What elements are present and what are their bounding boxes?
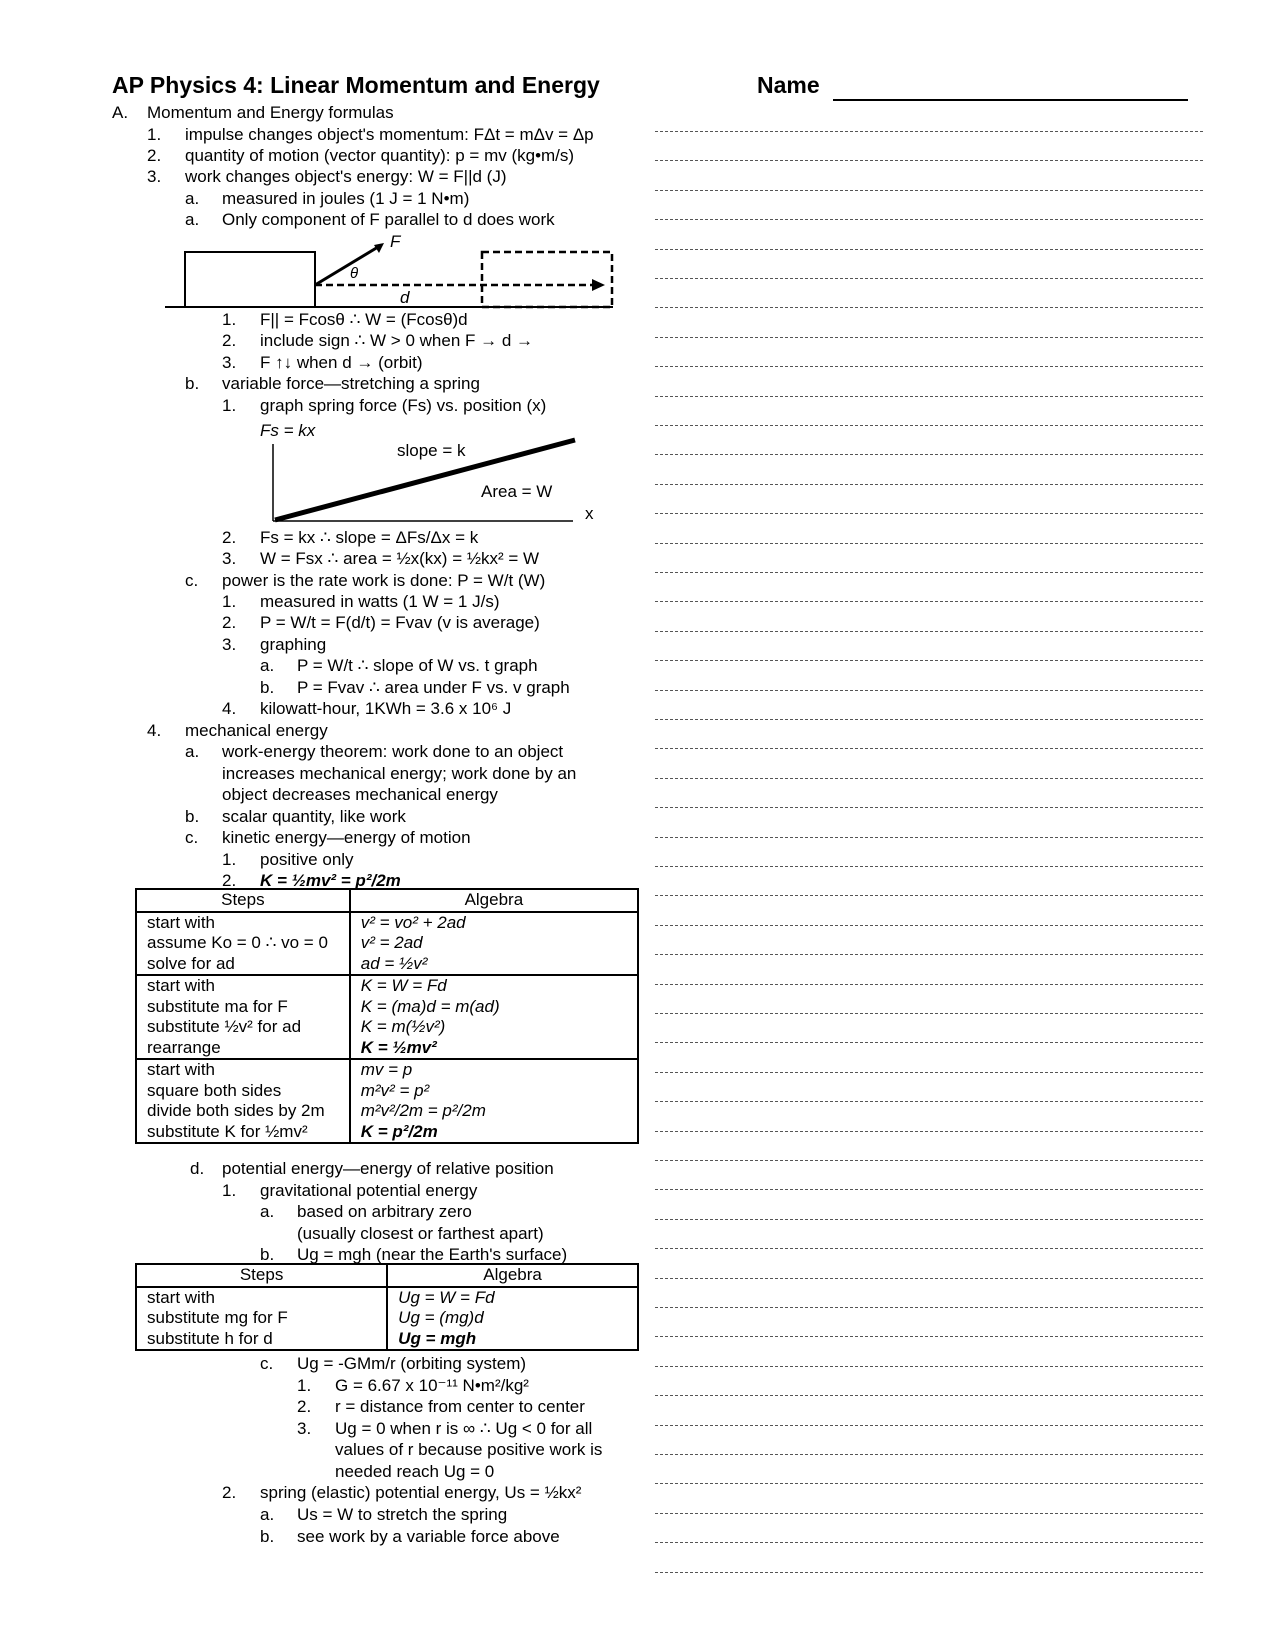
outline-marker: 1. (297, 1376, 312, 1395)
x-axis-label: x (585, 504, 594, 523)
outline-marker: d. (190, 1159, 205, 1178)
note-line[interactable] (655, 543, 1203, 544)
outline-item-3a2: Only component of F parallel to d does work (222, 210, 555, 229)
note-line[interactable] (655, 1072, 1203, 1073)
note-line[interactable] (655, 219, 1203, 220)
note-line[interactable] (655, 1131, 1203, 1132)
note-line[interactable] (655, 837, 1203, 838)
note-line[interactable] (655, 337, 1203, 338)
outline-item-3a1: measured in joules (1 J = 1 N•m) (222, 189, 470, 208)
note-line[interactable] (655, 572, 1203, 573)
outline-item-g3c: needed reach Ug = 0 (335, 1462, 495, 1481)
outline-marker: 1. (222, 1181, 237, 1200)
note-line[interactable] (655, 307, 1203, 308)
outline-item-4d1a2: (usually closest or farthest apart) (297, 1224, 544, 1243)
outline-marker: b. (185, 374, 200, 393)
table-cell-algebra: K = W = Fd K = (ma)d = m(ad) K = m(½v²) K = ½mv² (350, 975, 638, 1059)
note-line[interactable] (655, 748, 1203, 749)
outline-marker: a. (260, 1505, 275, 1524)
note-line[interactable] (655, 160, 1203, 161)
outline-marker: b. (185, 807, 200, 826)
outline-item-4d1b: Ug = mgh (near the Earth's surface) (297, 1245, 568, 1264)
note-line[interactable] (655, 366, 1203, 367)
outline-item-4d: potential energy—energy of relative position (222, 1159, 554, 1178)
note-line[interactable] (655, 719, 1203, 720)
note-line[interactable] (655, 690, 1203, 691)
note-line[interactable] (655, 925, 1203, 926)
note-line[interactable] (655, 1542, 1203, 1543)
outline-item-a1: F|| = Fcosθ ∴ W = (Fcosθ)d (260, 310, 468, 329)
outline-item-4d1: gravitational potential energy (260, 1181, 478, 1200)
outline-marker: a. (185, 210, 200, 229)
outline-marker: 4. (147, 721, 162, 740)
note-line[interactable] (655, 778, 1203, 779)
force-label: F (390, 232, 401, 251)
outline-marker: a. (260, 1202, 275, 1221)
outline-item-A: Momentum and Energy formulas (147, 103, 394, 122)
outline-item-b3: W = Fsx ∴ area = ½x(kx) = ½kx² = W (260, 549, 540, 568)
y-axis-label: Fs = kx (260, 421, 316, 440)
note-line[interactable] (655, 1572, 1203, 1573)
table-cell-algebra: mv = p m²v² = p² m²v²/2m = p²/2m K = p²/2m (350, 1059, 638, 1143)
outline-marker: 1. (222, 850, 237, 869)
outline-item-3: work changes object's energy: W = F||d (J) (185, 167, 507, 186)
outline-item-4: mechanical energy (185, 721, 328, 740)
outline-item-4c1: positive only (260, 850, 354, 869)
outline-item-3c: power is the rate work is done: P = W/t (W) (222, 571, 546, 590)
note-line[interactable] (655, 1425, 1203, 1426)
table-header-steps: Steps (136, 1264, 387, 1287)
table-cell-algebra: Ug = W = Fd Ug = (mg)d Ug = mgh (387, 1287, 638, 1351)
outline-item-1: impulse changes object's momentum: FΔt = mΔv = Δp (185, 125, 594, 144)
note-line[interactable] (655, 1483, 1203, 1484)
note-line[interactable] (655, 1307, 1203, 1308)
note-line[interactable] (655, 1278, 1203, 1279)
distance-label: d (400, 288, 410, 307)
note-line[interactable] (655, 454, 1203, 455)
gravitational-energy-table (135, 1263, 639, 1351)
note-line[interactable] (655, 1160, 1203, 1161)
outline-marker: 1. (222, 396, 237, 415)
note-line[interactable] (655, 631, 1203, 632)
outline-marker: 3. (297, 1419, 312, 1438)
outline-marker: a. (260, 656, 275, 675)
outline-marker: 4. (222, 699, 237, 718)
outline-marker: 2. (222, 871, 237, 890)
outline-item-g1: G = 6.67 x 10⁻¹¹ N•m²/kg² (335, 1376, 529, 1395)
outline-item-4d1a1: based on arbitrary zero (297, 1202, 472, 1221)
note-line[interactable] (655, 601, 1203, 602)
outline-item-4a2: increases mechanical energy; work done by an (222, 764, 577, 783)
force-arrow (315, 247, 378, 285)
slope-label: slope = k (397, 441, 466, 460)
outline-marker: 2. (222, 1483, 237, 1502)
note-line[interactable] (655, 1248, 1203, 1249)
outline-marker: 3. (222, 635, 237, 654)
outline-item-4d1c: Ug = -GMm/r (orbiting system) (297, 1354, 527, 1373)
outline-item-4d2: spring (elastic) potential energy, Us = ½kx² (260, 1483, 582, 1502)
block (185, 252, 315, 307)
spring-force-graph (255, 418, 600, 528)
note-line[interactable] (655, 984, 1203, 985)
outline-item-b1: graph spring force (Fs) vs. position (x) (260, 396, 547, 415)
table-cell-algebra: v² = vo² + 2ad v² = 2ad ad = ½v² (350, 912, 638, 976)
area-label: Area = W (481, 482, 553, 501)
outline-marker: c. (260, 1354, 274, 1373)
outline-marker: b. (260, 1245, 275, 1264)
note-line[interactable] (655, 278, 1203, 279)
note-line[interactable] (655, 1101, 1203, 1102)
note-line[interactable] (655, 660, 1203, 661)
outline-item-4c: kinetic energy—energy of motion (222, 828, 471, 847)
outline-marker: 1. (222, 310, 237, 329)
outline-marker: 1. (222, 592, 237, 611)
table-cell-steps: start with substitute ma for F substitute ½v² for ad rearrange (136, 975, 350, 1059)
note-line[interactable] (655, 895, 1203, 896)
outline-item-a2: include sign ∴ W > 0 when F → d → (260, 331, 534, 350)
table-cell-steps: start with square both sides divide both sides by 2m substitute K for ½mv² (136, 1059, 350, 1143)
outline-marker: a. (185, 742, 200, 761)
note-line[interactable] (655, 190, 1203, 191)
outline-item-4c2: K = ½mv² = p²/2m (260, 871, 401, 890)
note-line[interactable] (655, 396, 1203, 397)
note-line[interactable] (655, 425, 1203, 426)
outline-marker: b. (260, 678, 275, 697)
outline-marker: 1. (147, 125, 162, 144)
note-line[interactable] (655, 866, 1203, 867)
outline-item-c3: graphing (260, 635, 327, 654)
outline-marker: b. (260, 1527, 275, 1546)
outline-marker: 3. (222, 549, 237, 568)
outline-item-c2: P = W/t = F(d/t) = Fvav (v is average) (260, 613, 540, 632)
table-header-algebra: Algebra (350, 889, 638, 912)
table-header-algebra: Algebra (387, 1264, 638, 1287)
outline-marker: c. (185, 828, 199, 847)
outline-marker: A. (112, 103, 129, 122)
outline-marker: 2. (222, 528, 237, 547)
name-label: Name (757, 72, 820, 98)
outline-item-b2: Fs = kx ∴ slope = ΔFs/Δx = k (260, 528, 479, 547)
outline-item-4b: scalar quantity, like work (222, 807, 406, 826)
kinetic-energy-table (135, 888, 639, 1144)
note-line[interactable] (655, 1042, 1203, 1043)
outline-marker: 2. (222, 613, 237, 632)
outline-item-3b: variable force—stretching a spring (222, 374, 480, 393)
note-line[interactable] (655, 1013, 1203, 1014)
table-cell-steps: start with assume Ko = 0 ∴ vo = 0 solve for ad (136, 912, 350, 976)
note-line[interactable] (655, 1189, 1203, 1190)
note-line[interactable] (655, 131, 1203, 132)
outline-item-g3b: values of r because positive work is (335, 1440, 603, 1459)
note-line[interactable] (655, 1336, 1203, 1337)
outline-marker: 2. (297, 1397, 312, 1416)
outline-marker: 3. (222, 353, 237, 372)
note-line[interactable] (655, 1219, 1203, 1220)
note-line[interactable] (655, 513, 1203, 514)
outline-item-a3: F ↑↓ when d → (orbit) (260, 353, 423, 372)
work-diagram (160, 232, 620, 310)
outline-item-4a1: work-energy theorem: work done to an object (222, 742, 564, 761)
outline-item-c1: measured in watts (1 W = 1 J/s) (260, 592, 500, 611)
name-field-line[interactable] (833, 99, 1188, 101)
note-line[interactable] (655, 807, 1203, 808)
angle-label: θ (350, 265, 359, 282)
note-line[interactable] (655, 249, 1203, 250)
outline-item-4d2a: Us = W to stretch the spring (297, 1505, 508, 1524)
table-cell-steps: start with substitute mg for F substitute h for d (136, 1287, 387, 1351)
page-title: AP Physics 4: Linear Momentum and Energy (112, 72, 600, 98)
outline-item-2: quantity of motion (vector quantity): p = mv (kg•m/s) (185, 146, 575, 165)
outline-item-c3b: P = Fvav ∴ area under F vs. v graph (297, 678, 570, 697)
note-line[interactable] (655, 1454, 1203, 1455)
note-line[interactable] (655, 1395, 1203, 1396)
outline-item-4d2b: see work by a variable force above (297, 1527, 560, 1546)
outline-item-c3a: P = W/t ∴ slope of W vs. t graph (297, 656, 538, 675)
outline-item-4a3: object decreases mechanical energy (222, 785, 498, 804)
outline-marker: c. (185, 571, 199, 590)
table-header-steps: Steps (136, 889, 350, 912)
note-line[interactable] (655, 484, 1203, 485)
outline-item-c4: kilowatt-hour, 1KWh = 3.6 x 10⁶ J (260, 699, 512, 718)
note-line[interactable] (655, 954, 1203, 955)
outline-marker: 3. (147, 167, 162, 186)
outline-item-g2: r = distance from center to center (335, 1397, 585, 1416)
outline-marker: a. (185, 189, 200, 208)
note-line[interactable] (655, 1513, 1203, 1514)
outline-item-g3a: Ug = 0 when r is ∞ ∴ Ug < 0 for all (335, 1419, 593, 1438)
note-line[interactable] (655, 1366, 1203, 1367)
outline-marker: 2. (147, 146, 162, 165)
outline-marker: 2. (222, 331, 237, 350)
